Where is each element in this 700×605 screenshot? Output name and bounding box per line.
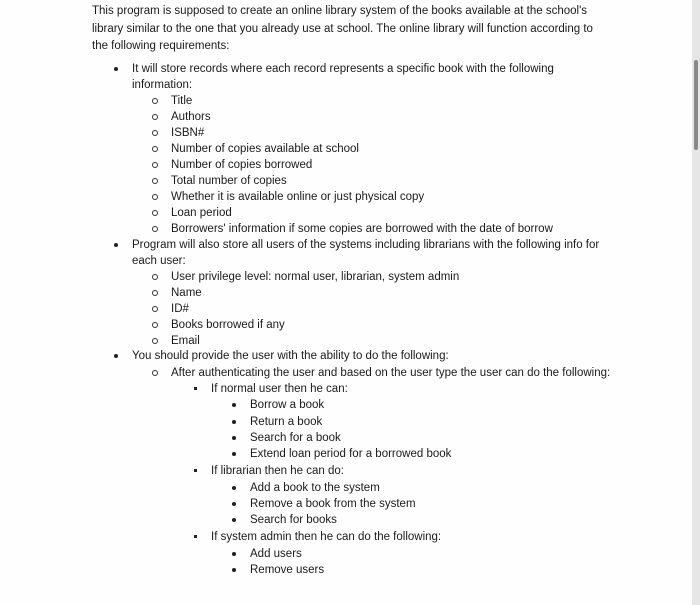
librarian-action: Remove a book from the system	[250, 498, 416, 510]
user-field: Books borrowed if any	[171, 319, 285, 331]
circle-marker	[152, 146, 158, 152]
bullet-marker	[232, 518, 236, 522]
bullet-marker	[232, 502, 236, 506]
record-field: Title	[171, 95, 193, 107]
librarian-action: Add a book to the system	[250, 482, 380, 494]
circle-marker	[152, 130, 158, 136]
bullet-marker	[232, 452, 236, 456]
librarian-heading: If librarian then he can do:	[211, 465, 344, 477]
circle-marker	[152, 178, 158, 184]
square-marker	[194, 469, 197, 472]
records-intro: It will store records where each record represents a specific book with the following information:	[132, 63, 554, 91]
record-field: Authors	[171, 111, 211, 123]
circle-marker	[152, 290, 158, 296]
normal-user-action: Return a book	[250, 416, 323, 428]
circle-marker	[152, 338, 158, 344]
square-marker	[194, 387, 197, 390]
circle-marker	[152, 306, 158, 312]
circle-marker	[152, 98, 158, 104]
record-field: Number of copies available at school	[171, 143, 359, 155]
normal-user-action: Borrow a book	[250, 399, 325, 411]
record-field: Whether it is available online or just physical copy	[171, 191, 425, 203]
user-field: Name	[171, 287, 202, 299]
record-field: Number of copies borrowed	[171, 159, 313, 171]
circle-marker	[152, 370, 158, 376]
circle-marker	[152, 322, 158, 328]
bullet-marker	[232, 436, 236, 440]
circle-marker	[152, 194, 158, 200]
normal-user-action: Search for a book	[250, 432, 341, 444]
circle-marker	[152, 274, 158, 280]
bullet-marker	[232, 568, 236, 572]
circle-marker	[152, 162, 158, 168]
librarian-action: Search for books	[250, 514, 337, 526]
scrollbar-track[interactable]	[692, 0, 700, 605]
bullet-marker	[114, 67, 118, 71]
record-field: Borrowers' information if some copies are borrowed with the date of borrow	[171, 223, 553, 235]
abilities-intro: You should provide the user with the ability to do the following:	[132, 350, 449, 362]
intro-paragraph: This program is supposed to create an online library system of the books available at the school's library similar to the one that you already use at school. The online library will function according to the following requirements:	[92, 5, 593, 52]
circle-marker	[152, 226, 158, 232]
admin-action: Remove users	[250, 564, 325, 576]
normal-user-action: Extend loan period for a borrowed book	[250, 448, 452, 460]
normal-user-heading: If normal user then he can:	[211, 383, 348, 395]
users-intro: Program will also store all users of the systems including librarians with the following info for each user:	[132, 239, 600, 267]
bullet-marker	[232, 403, 236, 407]
user-field: ID#	[171, 303, 189, 315]
auth-intro: After authenticating the user and based on the user type the user can do the following:	[171, 367, 611, 379]
bullet-marker	[232, 552, 236, 556]
admin-heading: If system admin then he can do the following:	[211, 531, 442, 543]
user-field: Email	[171, 335, 200, 347]
record-field: Total number of copies	[171, 175, 287, 187]
record-field: Loan period	[171, 207, 232, 219]
circle-marker	[152, 114, 158, 120]
bullet-marker	[114, 243, 118, 247]
bullet-marker	[232, 486, 236, 490]
circle-marker	[152, 210, 158, 216]
scrollbar-thumb[interactable]	[694, 60, 698, 150]
admin-action: Add users	[250, 548, 302, 560]
user-field: User privilege level: normal user, librarian, system admin	[171, 271, 460, 283]
bullet-marker	[232, 420, 236, 424]
square-marker	[194, 535, 197, 538]
record-field: ISBN#	[171, 127, 205, 139]
bullet-marker	[114, 354, 118, 358]
